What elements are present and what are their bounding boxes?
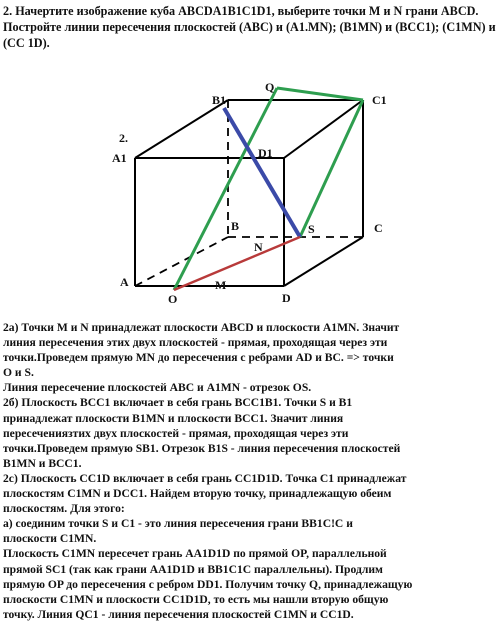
line-qc1 [277,88,363,100]
solution-text [3,320,497,622]
label-o: O [168,292,178,306]
solution-2c-paragraph: 2с) Плоскость CC1D включает в себя грань CC1D1D. Точка C1 принадлежат плоскостям C1MN и DCC1. Найдем вторую точку, принадлежащую обеим плоскостям. Для этого: [3,471,407,516]
label-b1: B1 [212,93,227,107]
solution-2b-paragraph: 2б) Плоскость BCC1 включает в себя грань BCC1B1. Точки S и B1 принадлежат плоскости B1MN и плоскости BCC1. Значит линия пересечениязтих двух плоскостей - прямая, проходящая через эти точки.Проведем прямую SB1. Отрезок B1S - линия пересечения плоскостей B1MN и BCC1. [3,396,401,470]
edge-dc [284,237,363,286]
solution-2c-step-a: а) соединим точки S и C1 - это линия пересечения грани BB1C!C и плоскости C1MN. [3,517,353,546]
label-b: B [231,219,240,233]
label-n: N [254,240,263,254]
label-s: S [308,222,315,236]
label-a: A [120,275,129,289]
solution-2c-final: Плоскость C1MN пересечет грань AA1D1D по прямой OP, параллельной прямой SC1 (так как грани AA1D1D и BB1C1C параллельны). Продлим прямую OP до пересечения с ребром DD1. Получим точку Q, принадлежащую плоскости C1MN и плоскости CC1D1D, то есть мы нашли вторую общую точку. Линия QC1 - линия пересечения плоскостей C1MN и CC1D. [3,547,413,621]
edge-a1b1 [135,100,228,158]
label-d1: D1 [258,146,273,160]
label-a1: A1 [112,151,127,165]
solution-2a-paragraph: 2а) Точки M и N принадлежат плоскости ABCD и плоскости A1MN. Значит линия пересечения этих двух плоскостей - прямая, проходящая через эти точки.Проведем прямую MN до пересечения с ребрами AD и BC. => точки O и S. [3,321,400,380]
cube-figure [0,74,500,314]
line-sc1 [300,100,363,237]
label-q: Q [265,80,275,94]
label-c1: C1 [372,93,387,107]
task-statement: 2. Начертите изображение куба ABCDA1B1C1D1, выберите точки М и N грани ABCD. Постройте линии пересечения плоскостей (ABC) и (A1.MN); (B1MN) и (BCC1); (C1MN) и (CC 1D). [3,4,496,50]
label-d: D [282,291,291,305]
solution-2a-conclusion: Линия пересечение плоскостей ABC и A1MN - отрезок OS. [3,381,312,395]
line-os [174,237,300,290]
label-c: C [374,221,383,235]
figure-number: 2. [119,131,128,145]
label-m: M [215,278,227,292]
line-oq [174,88,277,290]
